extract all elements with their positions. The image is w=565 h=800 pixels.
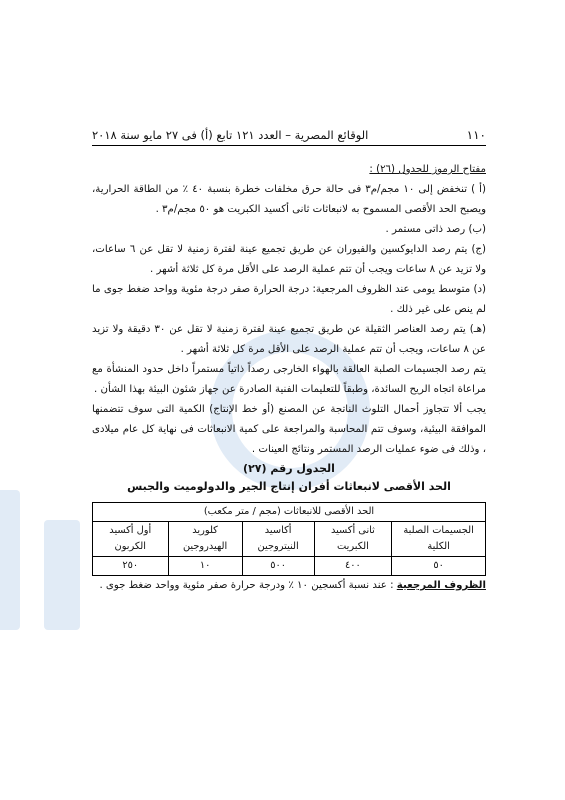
page-content <box>92 160 486 596</box>
publication-title: الوقائع المصرية – العدد ١٢١ تابع (أ) فى ٢٧ مايو سنة ٢٠١٨ <box>92 128 369 142</box>
note-d: (د) متوسط يومى عند الظروف المرجعية: درجة الحرارة صفر درجة مئوية وواحد ضغط جوى ما لم ينص على غير ذلك . <box>92 284 486 315</box>
table-cell: ١٠ <box>168 557 242 576</box>
reference-conditions-label: الظروف المرجعية <box>396 580 486 591</box>
emissions-table <box>92 502 486 576</box>
table-header-row <box>93 522 486 557</box>
page-number: ١١٠ <box>466 128 486 142</box>
reference-conditions <box>92 576 486 596</box>
table-title: الحد الأقصى لانبعاثات أفران إنتاج الجير والدولوميت والجبس <box>127 480 451 493</box>
note-a: (أ ) تنخفض إلى ١٠ مجم/م٣ فى حالة حرق مخلفات خطرة بنسبة ٤٠ ٪ من الطاقة الحرارية، ويصبح الحد الأقصى المسموح به لانبعاثات ثانى أكسيد الكبريت هو ٥٠ مجم/م٣ . <box>92 184 486 215</box>
table-cell: ٥٠٠ <box>242 557 314 576</box>
reference-conditions-text: : عند نسبة أكسجين ١٠ ٪ ودرجة حرارة صفر مئوية وواحد ضغط جوى . <box>99 580 394 591</box>
table-number: الجدول رقم (٢٧) <box>243 462 335 475</box>
paragraph-monitoring: يتم رصد الجسيمات الصلبة العالقة بالهواء الخارجى رصداً ذاتياً مستمراً داخل حدود المنشأة مع مراعاة اتجاه الريح السائدة، وطبقاً للتعليمات الفنية الصادرة عن جهاز شئون البيئة بهذا الشأن . <box>92 364 486 395</box>
note-e: (هـ) يتم رصد العناصر الثقيلة عن طريق تجميع عينة لفترة زمنية لا تقل عن ٣٠ دقيقة ولا تزيد عن ٨ ساعات، ويجب أن تتم عملية الرصد على الأقل مرة كل ثلاثة أشهر . <box>92 324 486 355</box>
page-header <box>92 128 486 146</box>
paragraph-pollution-loads: يجب ألا تتجاوز أحمال التلوث الناتجة عن المصنع (أو خط الإنتاج) الكمية التى سوف تتضمنها الموافقة البيئية، وسوف تتم المحاسبة والمراجعة على كمية الانبعاثات فى نهاية كل عام ميلادى ، وذلك فى ضوء عمليات الرصد المستمر ونتائج العينات . <box>92 404 486 455</box>
table-cell: ٤٠٠ <box>314 557 392 576</box>
key-title: مفتاح الرموز للجدول (٢٦) : <box>369 164 486 175</box>
document-page <box>92 128 486 596</box>
note-b: (ب) رصد ذاتى مستمر . <box>385 224 486 235</box>
note-c: (ج) يتم رصد الدايوكسين والفيوران عن طريق تجميع عينة لفترة زمنية لا تقل عن ٦ ساعات، ولا تزيد عن ٨ ساعات ويجب أن تتم عملية الرصد على الأقل مرة كل ثلاثة أشهر . <box>92 244 486 275</box>
column-header: ثانى أكسيد الكبريت <box>314 522 392 557</box>
table-cell: ٢٥٠ <box>93 557 169 576</box>
column-header: أول أكسيد الكربون <box>93 522 169 557</box>
column-header: الجسيمات الصلبة الكلية <box>392 522 486 557</box>
column-header: أكاسيد النيتروجين <box>242 522 314 557</box>
table-cell: ٥٠ <box>392 557 486 576</box>
table-row <box>93 557 486 576</box>
table-group-header: الحد الأقصى للانبعاثات (مجم / متر مكعب) <box>93 503 486 522</box>
column-header: كلوريد الهيدروجين <box>168 522 242 557</box>
